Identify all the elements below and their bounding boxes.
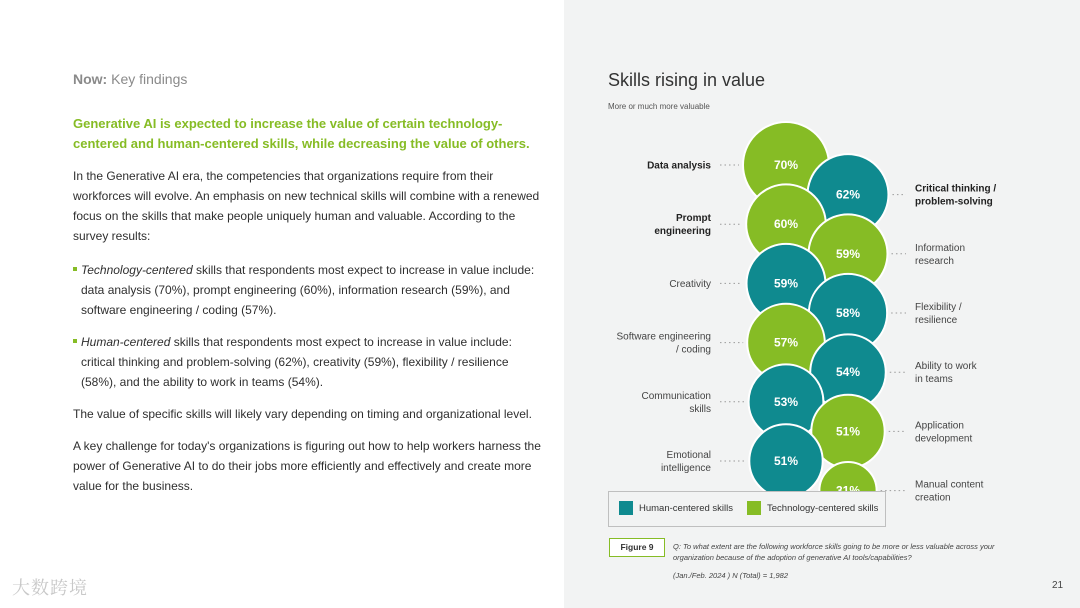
value-label-application-development: 51% (835, 424, 861, 439)
value-label-communication-skills: 53% (773, 394, 799, 409)
chart-title: Skills rising in value (608, 70, 766, 90)
skill-label-information-research: Information research (915, 242, 966, 267)
skill-label-manual-content-creation: Manual content creation (915, 479, 984, 504)
legend-item-human: Human-centered skills (619, 501, 733, 515)
figure-sample: (Jan./Feb. 2024 ) N (Total) = 1,982 (673, 571, 788, 580)
legend-swatch-technology (747, 501, 761, 515)
value-label-creativity: 59% (773, 276, 799, 291)
bubble-chart (564, 110, 1080, 504)
chart-subtitle: More or much more valuable (608, 102, 710, 111)
headline: Generative AI is expected to increase the value of certain technology-centered and human-centered skills, while decreasing the value of others. (73, 116, 530, 151)
bullet-human: Human-centered skills that respondents most expect to increase in value include: critical thinking and problem-solving (62%), creativity (59%), flexibility / resilience (58%), and the ability to work in teams (54%). (73, 332, 543, 392)
figure-question: Q: To what extent are the following workforce skills going to be more or less valuable across your organization because of the adoption of generative AI tools/capabilities? (673, 542, 995, 562)
skill-label-data-analysis: Data analysis (647, 160, 711, 172)
skill-label-communication-skills: Communication skills (641, 390, 711, 415)
skill-label-ability-to-work-in-teams: Ability to work in teams (915, 361, 977, 386)
legend-item-technology: Technology-centered skills (747, 501, 878, 515)
challenge-paragraph: A key challenge for today's organizations is figuring out how to help workers harness the power of Generative AI to do their jobs more efficiently and effectively and create more value for the business. (73, 439, 541, 493)
skill-label-prompt-engineering: Prompt engineering (654, 213, 711, 238)
value-label-data-analysis: 70% (773, 158, 799, 172)
skill-label-software-engineering-coding: Software engineering / coding (616, 331, 711, 356)
section-label: Now: Key findings (73, 71, 188, 87)
timing-paragraph: The value of specific skills will likely vary depending on timing and organizational level. (73, 407, 532, 421)
legend-swatch-human (619, 501, 633, 515)
skill-label-flexibility-resilience: Flexibility / resilience (915, 302, 962, 326)
figure-label: Figure 9 (609, 538, 665, 557)
value-label-ability-to-work-in-teams: 54% (835, 365, 861, 380)
skill-label-application-development: Application development (915, 420, 973, 445)
value-label-critical-thinking-problem-solving: 62% (835, 187, 861, 202)
skill-label-critical-thinking-problem-solving: Critical thinking / problem-solving (915, 183, 997, 208)
chart-legend (608, 491, 886, 527)
value-label-software-engineering-coding: 57% (773, 335, 799, 350)
value-label-flexibility-resilience: 58% (835, 306, 861, 320)
value-label-emotional-intelligence: 51% (773, 454, 799, 468)
intro-paragraph: In the Generative AI era, the competencies that organizations require from their workforces will evolve. An emphasis on new technical skills will combine with a renewed focus on the skills that make people uniquely human and valuable. According to the survey results: (73, 169, 540, 243)
bullet-technology: Technology-centered skills that respondents most expect to increase in value include: data analysis (70%), prompt engineering (60%), information research (59%), and software engineering / coding (57%). (73, 260, 543, 320)
watermark: 大数跨境 (12, 578, 88, 598)
page-number: 21 (1052, 580, 1064, 591)
value-label-information-research: 59% (835, 246, 861, 261)
skill-label-emotional-intelligence: Emotional intelligence (660, 450, 711, 474)
bullet-marker (73, 267, 77, 271)
bullet-marker (73, 339, 77, 343)
value-label-prompt-engineering: 60% (773, 217, 799, 232)
skill-label-creativity: Creativity (669, 278, 711, 290)
